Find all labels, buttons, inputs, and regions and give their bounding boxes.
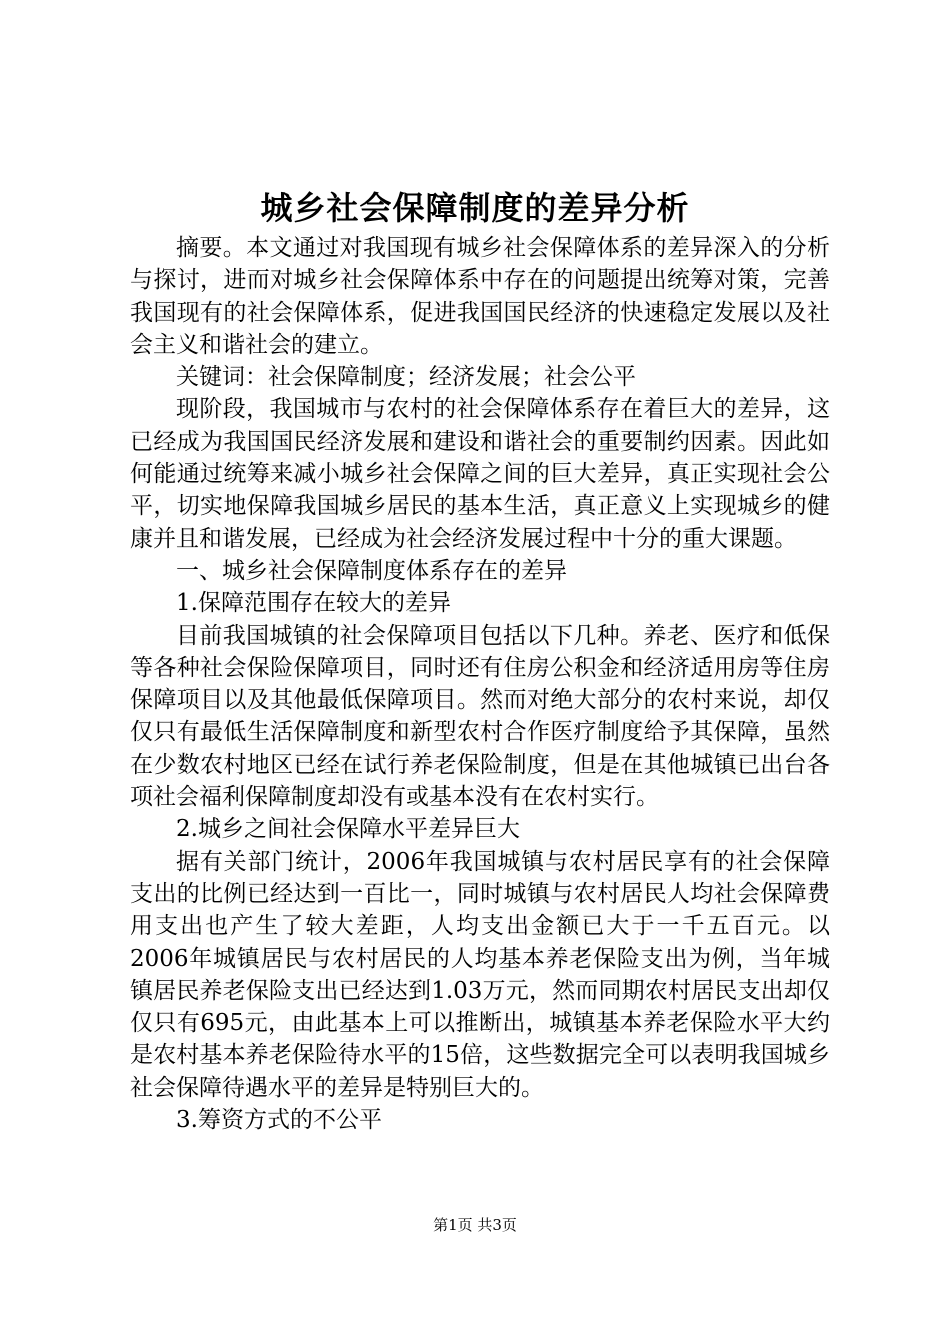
intro-paragraph: 现阶段，我国城市与农村的社会保障体系存在着巨大的差异，这已经成为我国国民经济发展和建设和谐社会的重要制约因素。因此如何能通过统筹来减小城乡社会保障之间的巨大差异，真正实现社会公平，切实地保障我国城乡居民的基本生活，真正意义上实现城乡的健康并且和谐发展，已经成为社会经济发展过程中十分的重大课题。	[130, 396, 830, 552]
subsection-heading-1: 1.保障范围存在较大的差异	[176, 590, 451, 617]
abstract-paragraph: 摘要。本文通过对我国现有城乡社会保障体系的差异深入的分析与探讨，进而对城乡社会保障体系中存在的问题提出统筹对策，完善我国现有的社会保障体系，促进我国国民经济的快速稳定发展以及社会主义和谐社会的建立。	[130, 235, 830, 358]
subsection-heading-2: 2.城乡之间社会保障水平差异巨大	[176, 816, 520, 843]
document-body	[130, 232, 830, 1136]
document-title: 城乡社会保障制度的差异分析	[260, 189, 690, 227]
subsection-heading-3: 3.筹资方式的不公平	[176, 1107, 382, 1134]
keywords-paragraph: 关键词：社会保障制度；经济发展；社会公平	[176, 364, 636, 391]
body-paragraph: 目前我国城镇的社会保障项目包括以下几种。养老、医疗和低保等各种社会保险保障项目，同时还有住房公积金和经济适用房等住房保障项目以及其他最低保障项目。然而对绝大部分的农村来说，却仅仅只有最低生活保障制度和新型农村合作医疗制度给予其保障，虽然在少数农村地区已经在试行养老保险制度，但是在其他城镇已出台各项社会福利保障制度却没有或基本没有在农村实行。	[130, 622, 830, 811]
section-heading-1: 一、城乡社会保障制度体系存在的差异	[176, 557, 567, 584]
body-paragraph: 据有关部门统计，2006年我国城镇与农村居民享有的社会保障支出的比例已经达到一百比一，同时城镇与农村居民人均社会保障费用支出也产生了较大差距，人均支出金额已大于一千五百元。以2006年城镇居民与农村居民的人均基本养老保险支出为例，当年城镇居民养老保险支出已经达到1.03万元，然而同期农村居民支出却仅仅只有695元，由此基本上可以推断出，城镇基本养老保险水平大约是农村基本养老保险待水平的15倍，这些数据完全可以表明我国城乡社会保障待遇水平的差异是特别巨大的。	[130, 848, 830, 1101]
page-footer: 第1页 共3页	[433, 1216, 517, 1234]
